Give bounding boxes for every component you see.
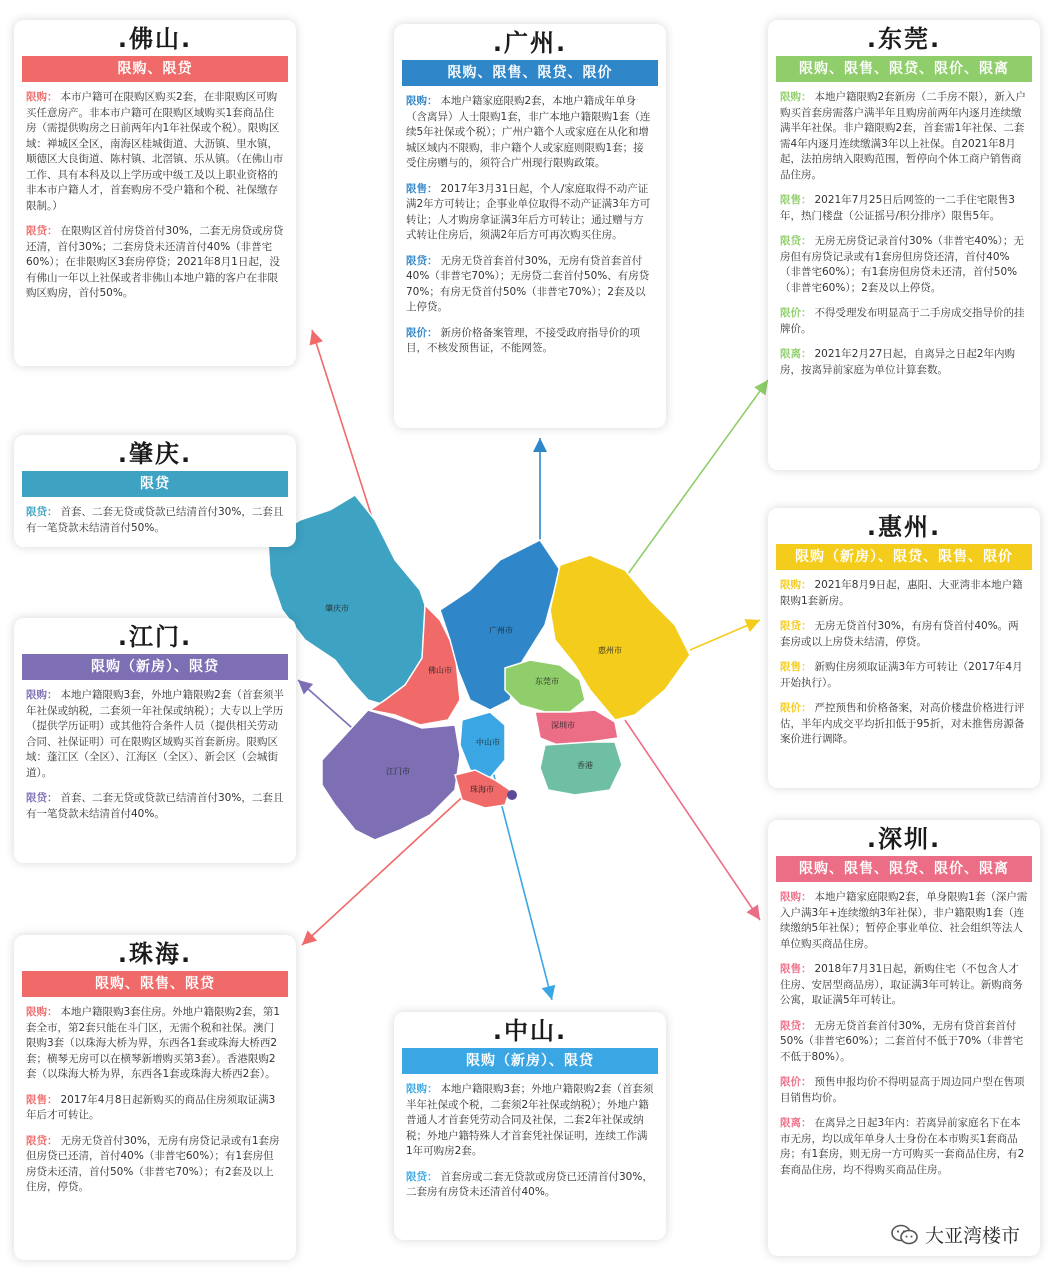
policy-text: 在限购区首付房贷首付30%，二套无房贷或房贷还清，首付30%；二套房贷未还清首付40%（非普宅60%）；在非限购区3套房停贷；2021年8月1日起，没有佛山一年以上社保或者非佛山本地户籍的客户在非限购区购房，首付50%。 [26,225,284,299]
policy-text: 2021年7月25日后网签的一二手住宅限售3年，热门楼盘（公证摇号/积分排序）限售5年。 [780,194,1015,222]
policy-label: 限离： [780,348,812,360]
policy-label: 限购： [406,1083,438,1095]
map-label-zhuhai: 珠海市 [470,785,494,794]
watermark [891,1221,1020,1248]
policy-text: 新购住房须取证满3年方可转让（2017年4月开始执行）。 [780,661,1023,689]
policy-band: 限购、限售、限贷、限价、限离 [776,56,1032,82]
policy-band: 限购、限售、限贷 [22,971,288,997]
map-label-guangzhou: 广州市 [489,626,513,635]
policy-text: 无房无贷首付30%，有房有贷首付40%。两套房或以上房贷未结清，停贷。 [780,620,1019,648]
policy-label: 限售： [780,963,812,975]
policy-label: 限售： [780,661,812,673]
policy-label: 限离： [780,1117,812,1129]
policy-label: 限贷： [26,792,58,804]
policy-label: 限购： [26,689,58,701]
city-card-zhongshan [394,1012,666,1240]
map-label-dongguan: 东莞市 [535,677,559,686]
policy-text: 本市户籍可在限购区购买2套，在非限购区可购买任意房产。非本市户籍可在限购区域购买1套商品住房（需提供购房之日前两年内1年社保或个税）。限购区域：禅城区全区，南海区桂城街道、大沥镇、里水镇，顺德区大良街道、陈村镇、北滘镇、乐从镇。（在佛山市工作、具有本科及以上学历或中级工及以上职业资格的非本市户籍人才，首套购房不受户籍和个税、社保缴存限制。） [26,91,284,212]
policy-label: 限购： [780,891,812,903]
city-title: .江门. [117,623,193,651]
policy-section [780,347,1028,378]
map-label-hongkong: 香港 [577,761,593,770]
policy-section [406,326,654,357]
city-title: .中山. [492,1017,568,1045]
policy-label: 限贷： [780,620,812,632]
policy-label: 限购： [406,95,438,107]
city-card-dongguan [768,20,1040,470]
policy-text: 无房无贷首付30%，无房有房贷记录或有1套房但房贷已还清，首付40%（非普宅60%）；有1套房但房贷未还清，首付50%（非普宅70%）；有2套及以上住房，停贷。 [26,1134,280,1193]
policy-band: 限购、限售、限贷、限价、限离 [776,856,1032,882]
policy-section [780,193,1028,224]
watermark-text: 大亚湾楼市 [924,1225,1020,1247]
policy-label: 限价： [406,326,438,339]
policy-text: 严控预售和价格备案，对高价楼盘价格进行评估，半年内成交平均折扣低于95折，对未推售房源备案价进行调降。 [780,702,1025,745]
city-card-shenzhen [768,820,1040,1256]
policy-section [26,1093,284,1124]
policy-label: 限价： [780,1076,812,1088]
policy-label: 限价： [780,702,812,714]
policy-text: 无房无房贷记录首付30%（非普宅40%）；无房但有房贷记录或有1套房但房贷还清，首付40%（非普宅60%）；有1套房但房贷未还清，首付50%（非普宅60%）；2套及以上停贷。 [780,235,1024,294]
policy-section [406,1082,654,1160]
policy-label: 限购： [26,91,58,103]
map-label-jiangmen: 江门市 [386,767,410,776]
policy-section [26,791,284,822]
policy-band: 限购、限贷 [22,56,288,82]
policy-section [26,224,284,302]
policy-section [406,1170,654,1201]
policy-section [26,1005,284,1083]
map-region-shenzhen [535,710,618,746]
policy-band: 限贷 [22,471,288,497]
policy-text: 本地户籍限购3套；外地户籍限购2套（首套须半年社保或个税，二套须2年社保或纳税）；外地户籍普通人才首套凭劳动合同及社保，二套2年社保或纳税；外地户籍特殊人才首套凭社保证明，连续工作满1年可购房2套。 [406,1083,654,1157]
map-region-macau [507,790,517,800]
policy-label: 限贷： [26,506,58,518]
policy-band: 限购（新房）、限贷 [22,654,288,680]
policy-label: 限售： [26,1093,58,1106]
policy-text: 2018年7月31日起，新购住宅（不包含人才住房、安居型商品房），取证满3年可转让。新购商务公寓，取证满5年可转让。 [780,963,1023,1006]
policy-section [26,505,284,536]
policy-text: 在离异之日起3年内：若离异前家庭名下在本市无房，均以成年单身人士身份在本市购买1套商品房；有1套房，则无房一方可购买一套商品住房，有2套商品住房，均不得购买商品住房。 [780,1117,1025,1176]
city-title: .惠州. [866,513,942,541]
policy-section [780,90,1028,183]
policy-label: 限贷： [406,254,438,267]
policy-text: 无房无贷首套首付30%，无房有贷首套首付50%（非普宅60%）；二套首付不低于70%（非普宅不低于80%）。 [780,1019,1024,1063]
policy-section [780,660,1028,691]
policy-section [26,688,284,781]
wechat-icon [891,1224,919,1246]
policy-section [780,701,1028,748]
policy-section [780,306,1028,337]
map-label-shenzhen: 深圳市 [551,721,575,730]
city-title: .珠海. [117,940,193,968]
city-title: .佛山. [117,25,193,53]
policy-text: 新房价格备案管理，不接受政府指导价的项目，不核发预售证，不能网签。 [406,326,640,354]
map-label-zhaoqing: 肇庆市 [325,604,349,613]
policy-text: 2017年3月31日起，个人/家庭取得不动产证满2年方可转让；企事业单位取得不动产证满3年方可转让；人才购房拿证满3年后方可转让；通过赠与方式转让住房后，须满2年后方可再次购买住房。 [406,182,651,241]
policy-label: 限售： [406,182,438,195]
policy-text: 不得受理发布明显高于二手房成交指导价的挂牌价。 [780,307,1025,335]
policy-section [26,1134,284,1196]
policy-label: 限贷： [780,1019,812,1032]
policy-band: 限购（新房）、限贷 [402,1048,658,1074]
city-title: .广州. [492,29,568,57]
policy-label: 限贷： [26,225,58,237]
policy-section [780,578,1028,609]
policy-section [780,890,1028,952]
policy-text: 预售申报均价不得明显高于周边同户型在售项目销售均价。 [780,1076,1025,1104]
map-label-foshan: 佛山市 [428,666,452,675]
policy-section [780,1075,1028,1106]
city-title: .肇庆. [117,440,193,468]
map-label-huizhou: 惠州市 [598,646,622,655]
policy-label: 限购： [780,579,812,591]
policy-section [406,182,654,244]
policy-text: 本地户籍家庭限购2套，本地户籍成年单身（含离异）人士限购1套，非广本地户籍限购1套（连续5年社保或个税）；广州户籍个人或家庭在从化和增城区域内不限购，非户籍个人或家庭则限购1套；接受住房赠与的，须符合广州现行限购政策。 [406,95,651,169]
policy-text: 首套房或二套无贷款或房贷已还清首付30%，二套房有房贷未还清首付40%。 [406,1170,653,1198]
policy-label: 限价： [780,307,812,319]
policy-text: 首套、二套无贷或贷款已结清首付30%，二套且有一笔贷款未结清首付50%。 [26,506,284,534]
policy-section [780,962,1028,1009]
policy-section [780,234,1028,296]
policy-section [780,1019,1028,1066]
policy-text: 首套、二套无贷或贷款已结清首付30%，二套且有一笔贷款未结清首付40%。 [26,792,284,820]
city-card-huizhou [768,508,1040,788]
map-label-zhongshan: 中山市 [476,738,500,747]
city-card-jiangmen [14,618,296,863]
policy-label: 限购： [26,1006,58,1018]
policy-band: 限购、限售、限贷、限价 [402,60,658,86]
city-card-guangzhou [394,24,666,428]
city-title: .东莞. [866,25,942,53]
policy-text: 2021年8月9日起，惠阳、大亚湾非本地户籍限购1套新房。 [780,579,1023,607]
policy-section [406,254,654,316]
policy-section [780,619,1028,650]
policy-text: 本地户籍家庭限购2套，单身限购1套（深户需入户满3年+连续缴纳3年社保），非户籍限购1套（连续缴纳5年社保）；暂停企事业单位、社会组织等法人单位购买商品住房。 [780,891,1028,950]
policy-label: 限贷： [780,235,812,247]
city-card-zhuhai [14,935,296,1260]
city-card-foshan [14,20,296,366]
policy-text: 本地户籍限购2套新房（二手房不限），新入户购买首套房需落户满半年且购房前两年内逐月连续缴满半年社保。非户籍限购2套，首套需1年社保、二套需4年内逐月连续缴满3年以上社保。自2021年8月起，法拍房纳入限购范围，暂停向个体工商户销售商品住房。 [780,91,1026,181]
policy-text: 本地户籍限购3套，外地户籍限购2套（首套须半年社保或纳税，二套须一年社保或纳税）；大专以上学历（提供学历证明）或其他符合条件人员（提供相关劳动合同、社保证明）可在限购区域购买首套新房。限购区域：蓬江区（全区）、江海区（全区）、新会区（会城街道）。 [26,689,284,779]
policy-section [406,94,654,172]
policy-text: 2017年4月8日起新购买的商品住房须取证满3年后才可转让。 [26,1093,276,1121]
policy-text: 2021年2月27日起，自离异之日起2年内购房，按离异前家庭为单位计算套数。 [780,348,1015,376]
policy-section [26,90,284,214]
policy-label: 限贷： [406,1170,438,1183]
city-title: .深圳. [866,825,942,853]
policy-text: 本地户籍限购3套住房。外地户籍限购2套，第1套全市，第2套只能在斗门区，无需个税和社保。澳门限购3套（以珠海大桥为界，东西各1套或珠海大桥西2套；横琴无房可以在横琴新增购买第3套）。香港限购2套（以珠海大桥为界，东西各1套或珠海大桥西2套）。 [26,1006,281,1080]
city-card-zhaoqing [14,435,296,547]
policy-section [780,1116,1028,1178]
policy-label: 限购： [780,91,812,103]
policy-label: 限售： [780,194,812,206]
policy-text: 无房无贷首套首付30%，无房有贷首套首付40%（非普宅70%）；无房贷二套首付50%、有房贷70%；有房无贷首付50%（非普宅70%）；2套及以上停贷。 [406,254,650,313]
policy-label: 限贷： [26,1134,58,1147]
policy-band: 限购（新房）、限贷、限售、限价 [776,544,1032,570]
